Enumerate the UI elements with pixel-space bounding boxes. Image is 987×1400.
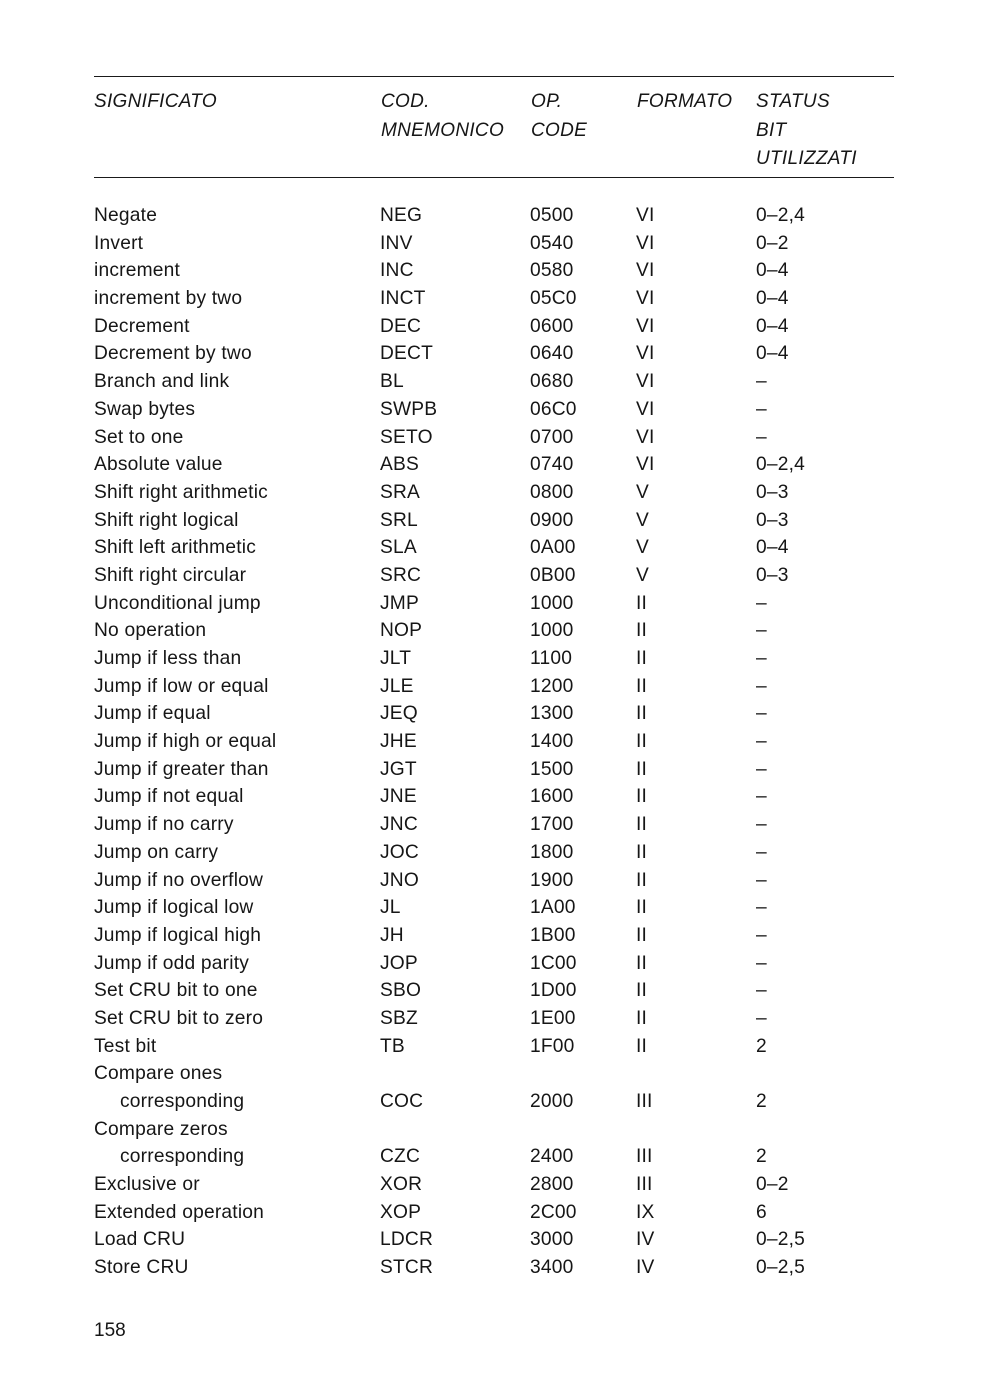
cell-formato: II bbox=[636, 924, 648, 946]
cell-formato: V bbox=[636, 481, 649, 503]
cell-op-code: 2C00 bbox=[530, 1201, 577, 1223]
cell-status-bits: – bbox=[756, 924, 767, 946]
cell-formato: V bbox=[636, 537, 649, 559]
cell-op-code: 05C0 bbox=[530, 288, 577, 310]
table-row bbox=[0, 1254, 987, 1282]
table-row bbox=[0, 1171, 987, 1199]
cell-status-bits: 2 bbox=[756, 1091, 767, 1112]
cell-mnemonic: JNC bbox=[380, 814, 418, 836]
cell-significato: Test bit bbox=[94, 1035, 157, 1057]
cell-op-code: 1000 bbox=[530, 592, 574, 614]
table-row bbox=[0, 728, 987, 756]
cell-op-code: 1400 bbox=[530, 731, 574, 753]
table-row bbox=[0, 977, 987, 1005]
cell-op-code: 0540 bbox=[530, 232, 574, 254]
cell-mnemonic: CZC bbox=[380, 1146, 421, 1168]
cell-formato: II bbox=[636, 869, 648, 891]
cell-formato: VI bbox=[636, 260, 655, 282]
cell-significato: Jump if less than bbox=[94, 648, 242, 669]
table-row bbox=[0, 534, 987, 562]
cell-status-bits: 0–2 bbox=[756, 232, 789, 254]
top-rule bbox=[94, 76, 894, 77]
cell-significato: Extended operation bbox=[94, 1201, 265, 1223]
cell-mnemonic: JH bbox=[380, 924, 404, 946]
cell-significato: increment bbox=[94, 260, 181, 282]
table-row bbox=[0, 230, 987, 258]
table-row bbox=[0, 562, 987, 590]
cell-formato: III bbox=[636, 1174, 653, 1196]
table-row bbox=[0, 1033, 987, 1061]
cell-formato: IV bbox=[636, 1257, 655, 1279]
cell-mnemonic: SLA bbox=[380, 537, 417, 559]
cell-formato: II bbox=[636, 620, 648, 642]
cell-formato: VI bbox=[636, 426, 655, 448]
cell-significato: Exclusive or bbox=[94, 1174, 200, 1196]
instruction-table-body bbox=[0, 202, 987, 1282]
cell-status-bits: – bbox=[756, 897, 767, 919]
cell-significato: Negate bbox=[94, 205, 158, 226]
table-row bbox=[0, 839, 987, 867]
cell-significato: Unconditional jump bbox=[94, 592, 261, 614]
cell-op-code: 0600 bbox=[530, 315, 574, 337]
cell-mnemonic: SWPB bbox=[380, 398, 438, 420]
cell-significato: Jump if low or equal bbox=[94, 675, 269, 697]
cell-mnemonic: TB bbox=[380, 1035, 405, 1057]
cell-formato: IX bbox=[636, 1201, 655, 1223]
table-row bbox=[0, 673, 987, 701]
cell-mnemonic: SETO bbox=[380, 426, 433, 448]
cell-op-code: 0A00 bbox=[530, 537, 576, 559]
cell-op-code: 2800 bbox=[530, 1174, 574, 1196]
cell-formato: V bbox=[636, 564, 649, 586]
cell-formato: IV bbox=[636, 1229, 655, 1251]
cell-significato: Shift right arithmetic bbox=[94, 481, 268, 503]
cell-op-code: 1600 bbox=[530, 786, 574, 808]
cell-op-code: 0700 bbox=[530, 426, 574, 448]
table-row bbox=[0, 894, 987, 922]
cell-formato: II bbox=[636, 841, 648, 863]
cell-mnemonic: INCT bbox=[380, 288, 426, 310]
cell-significato: Set CRU bit to one bbox=[94, 980, 258, 1002]
cell-status-bits: 0–2,4 bbox=[756, 205, 806, 226]
cell-op-code: 1B00 bbox=[530, 924, 576, 946]
cell-mnemonic: JNO bbox=[380, 869, 419, 891]
cell-mnemonic: JOP bbox=[380, 952, 418, 974]
cell-op-code: 2400 bbox=[530, 1146, 574, 1168]
table-row bbox=[0, 950, 987, 978]
header-cod-mnemonico: COD. MNEMONICO bbox=[381, 91, 505, 141]
cell-mnemonic: JNE bbox=[380, 786, 417, 808]
cell-status-bits: 2 bbox=[756, 1146, 767, 1168]
cell-mnemonic: SBZ bbox=[380, 1007, 418, 1029]
table-row bbox=[0, 590, 987, 618]
cell-significato: Jump if equal bbox=[94, 703, 211, 725]
cell-status-bits: 0–4 bbox=[756, 343, 789, 365]
cell-mnemonic: JHE bbox=[380, 731, 417, 753]
table-row bbox=[0, 1060, 987, 1088]
cell-status-bits: 0–3 bbox=[756, 481, 789, 503]
cell-formato: II bbox=[636, 731, 648, 753]
cell-status-bits: – bbox=[756, 371, 767, 393]
table-row bbox=[0, 645, 987, 673]
table-row bbox=[0, 867, 987, 895]
cell-significato: Jump on carry bbox=[94, 841, 219, 863]
cell-formato: II bbox=[636, 952, 648, 974]
cell-mnemonic: STCR bbox=[380, 1257, 434, 1279]
cell-mnemonic: DEC bbox=[380, 315, 422, 337]
table-row bbox=[0, 617, 987, 645]
cell-status-bits: – bbox=[756, 1007, 767, 1029]
cell-op-code: 0680 bbox=[530, 371, 574, 393]
cell-status-bits: – bbox=[756, 869, 767, 891]
cell-significato: Absolute value bbox=[94, 454, 223, 476]
cell-status-bits: – bbox=[756, 841, 767, 863]
cell-significato: Set CRU bit to zero bbox=[94, 1007, 264, 1029]
cell-formato: VI bbox=[636, 454, 655, 476]
cell-significato: Shift right circular bbox=[94, 564, 247, 586]
cell-significato: Decrement by two bbox=[94, 343, 252, 365]
table-row bbox=[0, 507, 987, 535]
header-significato: SIGNIFICATO bbox=[94, 91, 217, 112]
cell-status-bits: – bbox=[756, 731, 767, 753]
cell-status-bits: – bbox=[756, 675, 767, 697]
cell-status-bits: – bbox=[756, 592, 767, 614]
cell-mnemonic: JOC bbox=[380, 841, 419, 863]
table-row bbox=[0, 1116, 987, 1144]
header-status-bit: STATUS BIT UTILIZZATI bbox=[756, 91, 857, 169]
cell-significato: increment by two bbox=[94, 288, 243, 310]
cell-formato: II bbox=[636, 703, 648, 725]
cell-significato: Set to one bbox=[94, 426, 184, 448]
cell-status-bits: 2 bbox=[756, 1035, 767, 1057]
cell-formato: II bbox=[636, 675, 648, 697]
cell-mnemonic: XOP bbox=[380, 1201, 422, 1223]
cell-mnemonic: BL bbox=[380, 371, 404, 393]
cell-mnemonic: JLE bbox=[380, 675, 414, 697]
table-row bbox=[0, 1226, 987, 1254]
cell-status-bits: – bbox=[756, 952, 767, 974]
cell-op-code: 1100 bbox=[530, 648, 573, 669]
cell-status-bits: – bbox=[756, 758, 767, 780]
cell-op-code: 2000 bbox=[530, 1091, 574, 1112]
cell-status-bits: 6 bbox=[756, 1201, 767, 1223]
cell-status-bits: 0–4 bbox=[756, 315, 789, 337]
cell-status-bits: 0–4 bbox=[756, 288, 789, 310]
cell-mnemonic: XOR bbox=[380, 1174, 423, 1196]
cell-status-bits: – bbox=[756, 814, 767, 836]
cell-significato: Load CRU bbox=[94, 1229, 186, 1251]
header-op-code: OP. CODE bbox=[531, 91, 588, 141]
cell-status-bits: 0–2,5 bbox=[756, 1257, 806, 1279]
cell-mnemonic: LDCR bbox=[380, 1229, 434, 1251]
cell-significato: Decrement bbox=[94, 315, 190, 337]
table-row bbox=[0, 479, 987, 507]
cell-mnemonic: JMP bbox=[380, 592, 419, 614]
cell-op-code: 0740 bbox=[530, 454, 574, 476]
cell-significato: corresponding bbox=[120, 1091, 245, 1112]
table-row bbox=[0, 1005, 987, 1033]
table-row bbox=[0, 451, 987, 479]
cell-formato: II bbox=[636, 1035, 648, 1057]
cell-op-code: 1D00 bbox=[530, 980, 577, 1002]
cell-significato: Compare ones bbox=[94, 1063, 223, 1085]
table-row bbox=[0, 396, 987, 424]
cell-formato: VI bbox=[636, 343, 655, 365]
table-row bbox=[0, 811, 987, 839]
cell-formato: II bbox=[636, 1007, 648, 1029]
cell-op-code: 1C00 bbox=[530, 952, 577, 974]
cell-op-code: 1A00 bbox=[530, 897, 576, 919]
header-formato: FORMATO bbox=[637, 91, 733, 112]
cell-status-bits: 0–3 bbox=[756, 509, 789, 531]
cell-mnemonic: INV bbox=[380, 232, 413, 254]
table-row bbox=[0, 368, 987, 396]
cell-significato: Jump if logical low bbox=[94, 897, 254, 919]
cell-formato: VI bbox=[636, 398, 655, 420]
cell-status-bits: – bbox=[756, 426, 767, 448]
cell-op-code: 0800 bbox=[530, 481, 574, 503]
cell-significato: Shift left arithmetic bbox=[94, 537, 257, 559]
cell-op-code: 0500 bbox=[530, 205, 574, 226]
cell-status-bits: – bbox=[756, 980, 767, 1002]
cell-mnemonic: INC bbox=[380, 260, 414, 282]
cell-mnemonic: SRL bbox=[380, 509, 418, 531]
cell-mnemonic: JGT bbox=[380, 758, 417, 780]
cell-formato: II bbox=[636, 648, 648, 669]
cell-formato: II bbox=[636, 786, 648, 808]
cell-formato: II bbox=[636, 758, 648, 780]
cell-mnemonic: ABS bbox=[380, 454, 419, 476]
cell-significato: Swap bytes bbox=[94, 398, 196, 420]
table-row bbox=[0, 756, 987, 784]
table-row bbox=[0, 257, 987, 285]
cell-op-code: 1F00 bbox=[530, 1035, 575, 1057]
cell-significato: Jump if not equal bbox=[94, 786, 244, 808]
cell-mnemonic: SRC bbox=[380, 564, 422, 586]
cell-status-bits: – bbox=[756, 620, 767, 642]
cell-significato: Store CRU bbox=[94, 1257, 189, 1279]
table-row bbox=[0, 313, 987, 341]
cell-significato: Jump if greater than bbox=[94, 758, 269, 780]
cell-formato: III bbox=[636, 1091, 653, 1112]
cell-status-bits: 0–4 bbox=[756, 260, 789, 282]
table-row bbox=[0, 783, 987, 811]
cell-significato: Jump if odd parity bbox=[94, 952, 250, 974]
cell-formato: II bbox=[636, 592, 648, 614]
cell-op-code: 1200 bbox=[530, 675, 574, 697]
cell-op-code: 3000 bbox=[530, 1229, 574, 1251]
table-row bbox=[0, 285, 987, 313]
cell-mnemonic: COC bbox=[380, 1091, 424, 1112]
cell-significato: Compare zeros bbox=[94, 1118, 228, 1140]
cell-formato: III bbox=[636, 1146, 653, 1168]
cell-formato: II bbox=[636, 897, 648, 919]
cell-formato: V bbox=[636, 509, 649, 531]
cell-op-code: 1500 bbox=[530, 758, 574, 780]
cell-mnemonic: JL bbox=[380, 897, 401, 919]
cell-significato: Jump if logical high bbox=[94, 924, 262, 946]
cell-op-code: 0640 bbox=[530, 343, 574, 365]
cell-op-code: 1900 bbox=[530, 869, 574, 891]
cell-op-code: 1800 bbox=[530, 841, 574, 863]
table-row bbox=[0, 1199, 987, 1227]
cell-mnemonic: SBO bbox=[380, 980, 422, 1002]
cell-op-code: 0580 bbox=[530, 260, 574, 282]
cell-op-code: 0900 bbox=[530, 509, 574, 531]
cell-significato: Jump if high or equal bbox=[94, 731, 277, 753]
table-row bbox=[0, 1143, 987, 1171]
cell-op-code: 1000 bbox=[530, 620, 574, 642]
cell-formato: II bbox=[636, 980, 648, 1002]
cell-status-bits: – bbox=[756, 398, 767, 420]
table-row bbox=[0, 700, 987, 728]
cell-op-code: 0B00 bbox=[530, 564, 576, 586]
cell-status-bits: – bbox=[756, 786, 767, 808]
cell-op-code: 1700 bbox=[530, 814, 574, 836]
cell-mnemonic: JEQ bbox=[380, 703, 418, 725]
cell-formato: VI bbox=[636, 205, 655, 226]
cell-mnemonic: JLT bbox=[380, 648, 412, 669]
cell-status-bits: 0–2,4 bbox=[756, 454, 806, 476]
cell-mnemonic: NOP bbox=[380, 620, 423, 642]
table-row bbox=[0, 1088, 987, 1116]
cell-formato: VI bbox=[636, 371, 655, 393]
cell-op-code: 1E00 bbox=[530, 1007, 576, 1029]
header-rule bbox=[94, 177, 894, 178]
cell-significato: No operation bbox=[94, 620, 207, 642]
cell-mnemonic: DECT bbox=[380, 343, 434, 365]
page-number: 158 bbox=[94, 1320, 126, 1341]
cell-mnemonic: SRA bbox=[380, 481, 421, 503]
table-row bbox=[0, 340, 987, 368]
cell-status-bits: 0–4 bbox=[756, 537, 789, 559]
cell-status-bits: – bbox=[756, 703, 767, 725]
cell-formato: VI bbox=[636, 232, 655, 254]
cell-formato: VI bbox=[636, 315, 655, 337]
cell-status-bits: 0–2 bbox=[756, 1174, 789, 1196]
cell-significato: Jump if no carry bbox=[94, 814, 234, 836]
cell-formato: VI bbox=[636, 288, 655, 310]
cell-op-code: 1300 bbox=[530, 703, 574, 725]
cell-status-bits: – bbox=[756, 648, 767, 669]
cell-significato: Shift right logical bbox=[94, 509, 239, 531]
cell-significato: Branch and link bbox=[94, 371, 230, 393]
cell-significato: Invert bbox=[94, 232, 144, 254]
table-row bbox=[0, 424, 987, 452]
cell-significato: Jump if no overflow bbox=[94, 869, 264, 891]
cell-mnemonic: NEG bbox=[380, 205, 423, 226]
cell-formato: II bbox=[636, 814, 648, 836]
cell-op-code: 06C0 bbox=[530, 398, 577, 420]
cell-significato: corresponding bbox=[120, 1146, 245, 1168]
cell-op-code: 3400 bbox=[530, 1257, 574, 1279]
table-row bbox=[0, 202, 987, 230]
cell-status-bits: 0–2,5 bbox=[756, 1229, 806, 1251]
cell-status-bits: 0–3 bbox=[756, 564, 789, 586]
table-row bbox=[0, 922, 987, 950]
